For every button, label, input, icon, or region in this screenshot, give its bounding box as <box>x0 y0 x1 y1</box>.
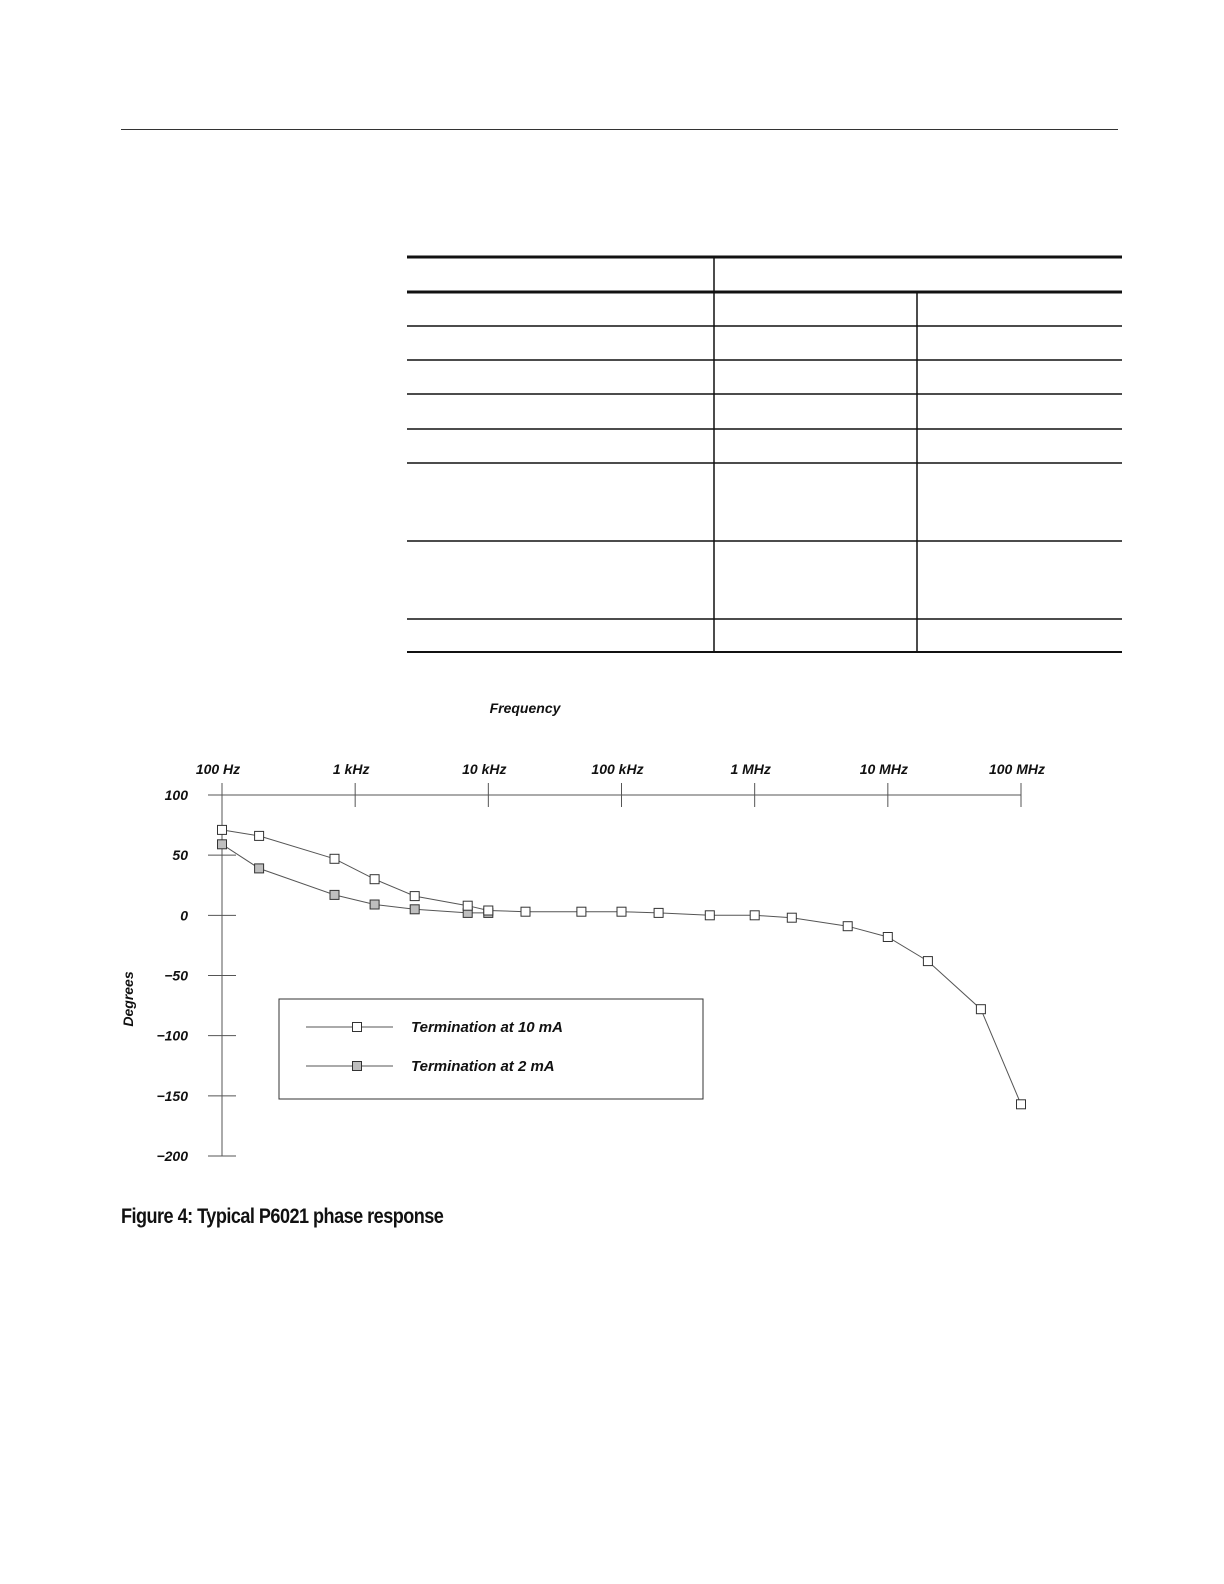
y-tick-label: −150 <box>156 1087 188 1104</box>
data-point-10ma <box>577 907 586 916</box>
data-point-10ma <box>410 892 419 901</box>
data-point-10ma <box>976 1005 985 1014</box>
data-point-10ma <box>705 911 714 920</box>
x-axis-title: Frequency <box>489 700 561 716</box>
x-tick-label: 10 MHz <box>859 761 908 777</box>
y-tick-label: −200 <box>156 1148 188 1164</box>
data-point-10ma <box>218 825 227 834</box>
data-point-10ma <box>654 908 663 917</box>
data-point-10ma <box>883 933 892 942</box>
data-point-10ma <box>787 913 796 922</box>
legend-label-2ma: Termination at 2 mA <box>411 1058 555 1075</box>
data-point-10ma <box>463 901 472 910</box>
x-tick-label: 1 MHz <box>730 761 771 777</box>
x-tick-label: 100 Hz <box>195 761 241 777</box>
data-point-10ma <box>370 875 379 884</box>
y-tick-label: −100 <box>156 1027 188 1044</box>
y-axis-title: Degrees <box>120 971 136 1027</box>
data-point-10ma <box>484 906 493 915</box>
data-point-2ma <box>370 900 379 909</box>
data-point-2ma <box>255 864 264 873</box>
data-point-2ma <box>218 840 227 849</box>
y-tick-label: 50 <box>172 847 188 864</box>
data-point-10ma <box>255 831 264 840</box>
y-tick-label: 100 <box>164 787 188 803</box>
x-tick-label: 10 kHz <box>462 761 507 777</box>
data-point-10ma <box>521 907 530 916</box>
data-point-10ma <box>750 911 759 920</box>
data-point-10ma <box>617 907 626 916</box>
figure-caption: Figure 4: Typical P6021 phase response <box>121 1205 444 1228</box>
x-tick-label: 100 MHz <box>988 761 1046 777</box>
y-tick-label: −50 <box>164 967 188 984</box>
x-tick-label: 100 kHz <box>591 761 644 777</box>
data-point-2ma <box>330 890 339 899</box>
data-point-10ma <box>330 854 339 863</box>
legend-marker-2ma <box>353 1062 362 1071</box>
data-point-10ma <box>923 957 932 966</box>
legend-box <box>279 999 703 1099</box>
x-tick-label: 1 kHz <box>332 761 370 777</box>
legend-label-10ma: Termination at 10 mA <box>411 1019 563 1036</box>
data-point-10ma <box>843 922 852 931</box>
data-point-10ma <box>1017 1100 1026 1109</box>
y-tick-label: 0 <box>180 907 188 924</box>
legend-marker-10ma <box>353 1023 362 1032</box>
data-point-2ma <box>410 905 419 914</box>
